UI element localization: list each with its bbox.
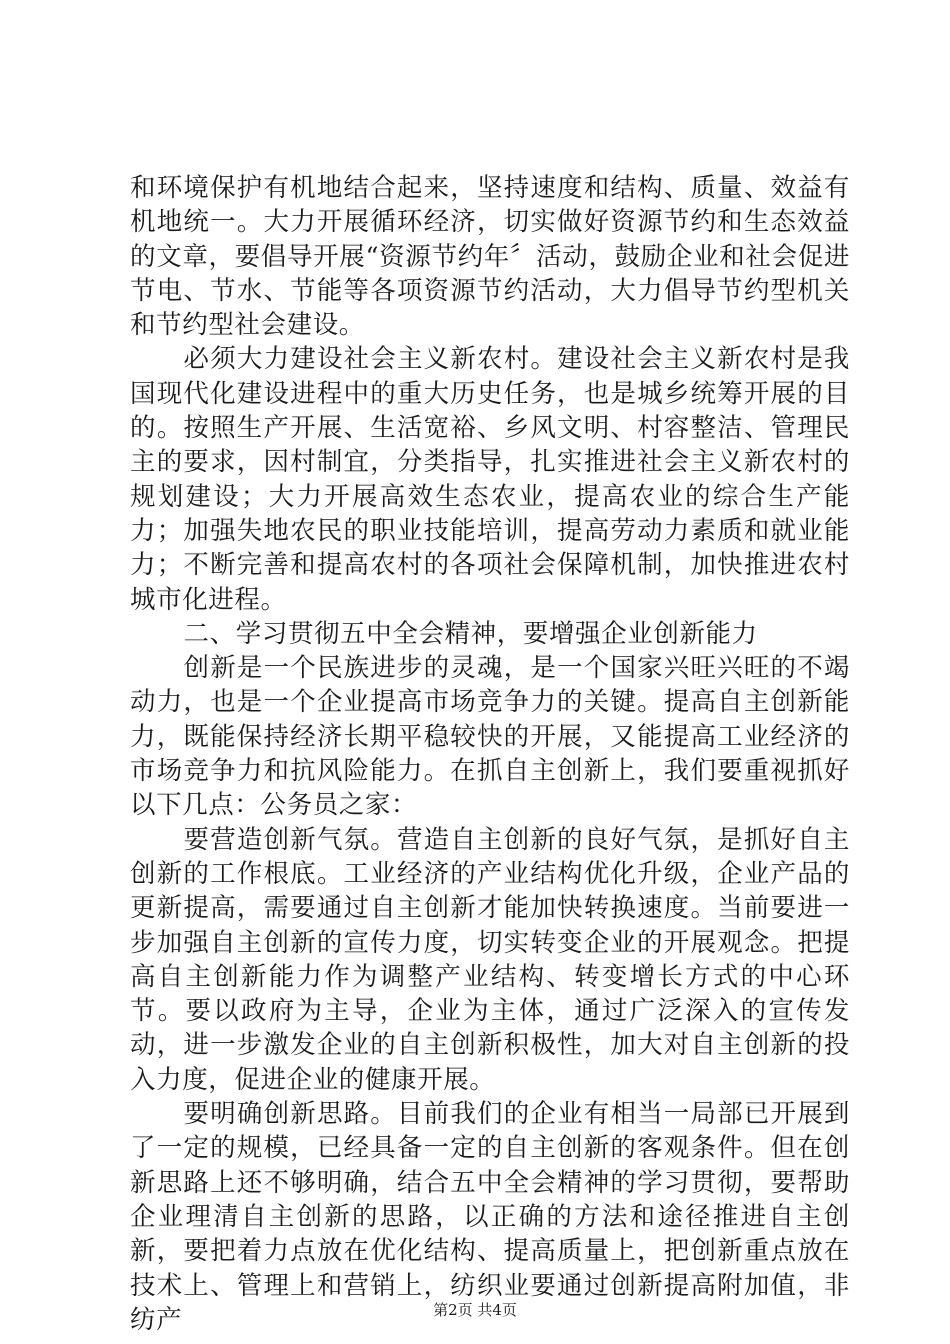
- section-heading: 二、学习贯彻五中全会精神，要增强企业创新能力: [183, 618, 758, 649]
- paragraph-5: 要明确创新思路。目前我们的企业有相当一局部已开展到了一定的规模，已经具备一定的自主创新的客观条件。但在创新思路上还不够明确，结合五中全会精神的学习贯彻，要帮助企业理清自主创新的思路，以正确的方法和途径推进自主创新，要把着力点放在优化结构、提高质量上，把创新重点放在技术上、管理上和营销上，纺织业要通过创新提高附加值，非纺产: [130, 1099, 850, 1335]
- paragraph-1: 和环境保护有机地结合起来，坚持速度和结构、质量、效益有机地统一。大力开展循环经济，切实做好资源节约和生态效益的文章，要倡导开展“资源节约年〞活动，鼓励企业和社会促进节电、节水、节能等各项资源节约活动，大力倡导节约型机关和节约型社会建设。: [130, 173, 850, 341]
- document-body: [130, 171, 850, 1337]
- page-footer: 第2页 共4页: [433, 1301, 517, 1319]
- paragraph-2: 必须大力建设社会主义新农村。建设社会主义新农村是我国现代化建设进程中的重大历史任务，也是城乡统筹开展的目的。按照生产开展、生活宽裕、乡风文明、村容整洁、管理民主的要求，因村制宜，分类指导，扎实推进社会主义新农村的规划建设；大力开展高效生态农业，提高农业的综合生产能力；加强失地农民的职业技能培训，提高劳动力素质和就业能力；不断完善和提高农村的各项社会保障机制，加快推进农村城市化进程。: [130, 344, 850, 615]
- paragraph-4: 要营造创新气氛。营造自主创新的良好气氛，是抓好自主创新的工作根底。工业经济的产业结构优化升级，企业产品的更新提高，需要通过自主创新才能加快转换速度。当前要进一步加强自主创新的宣传力度，切实转变企业的开展观念。把提高自主创新能力作为调整产业结构、转变增长方式的中心环节。要以政府为主导，企业为主体，通过广泛深入的宣传发动，进一步激发企业的自主创新积极性，加大对自主创新的投入力度，促进企业的健康开展。: [130, 824, 850, 1095]
- paragraph-3: 创新是一个民族进步的灵魂，是一个国家兴旺兴旺的不竭动力，也是一个企业提高市场竞争力的关键。提高自主创新能力，既能保持经济长期平稳较快的开展，又能提高工业经济的市场竞争力和抗风险能力。在抓自主创新上，我们要重视抓好以下几点：公务员之家：: [130, 653, 850, 821]
